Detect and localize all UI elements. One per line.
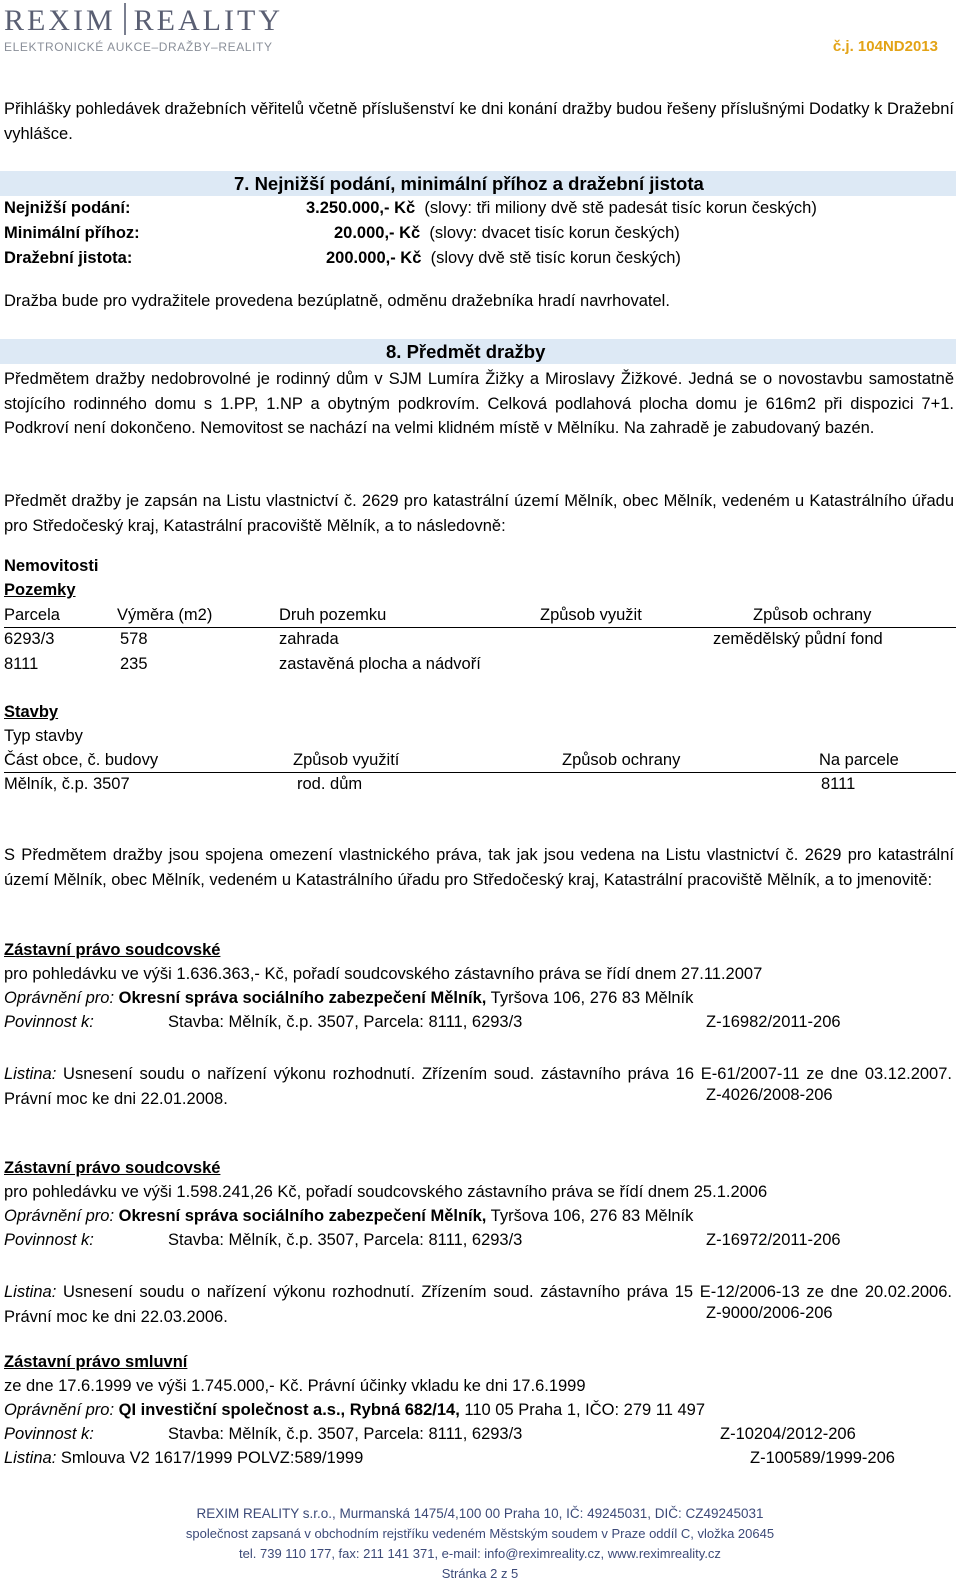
col-stavby-ochrany: Způsob ochrany [562,751,681,769]
amount-min-increment: 20.000,- Kč [334,224,421,242]
col-na-parcele: Na parcele [819,751,899,769]
pozemky-row1-parcela: 6293/3 [4,630,55,648]
lien2-pov-label: Povinnost k: [4,1231,94,1249]
pozemky-header-rule [4,627,956,628]
lien3-lis-label: Listina: [4,1449,57,1467]
logo-right-text: REALITY [133,4,283,37]
lien1-beneficiary [4,989,693,1009]
lien2-beneficiary [4,1207,693,1227]
logo-subtitle: ELEKTRONICKÉ AUKCE–DRAŽBY–REALITY [4,40,273,54]
label-auction-deposit: Dražební jistota: [4,249,133,267]
lien2-opr-addr: Tyršova 106, 276 83 Mělník [486,1207,694,1225]
col-stavby-vyuziti: Způsob využití [293,751,400,769]
logo-divider [124,3,126,35]
lien3-opr-label: Oprávnění pro: [4,1401,115,1419]
lien1-lis-ref: Z-4026/2008-206 [706,1086,833,1104]
nemovitosti-heading: Nemovitosti [4,557,99,575]
lien3-pov-value: Stavba: Mělník, č.p. 3507, Parcela: 8111, 6293/3 [168,1425,523,1443]
pozemky-heading: Pozemky [4,581,76,599]
pozemky-row2-druh: zastavěná plocha a nádvoří [279,655,481,673]
words-auction-deposit: (slovy dvě stě tisíc korun českých) [430,249,681,267]
lien1-opr-addr: Tyršova 106, 276 83 Mělník [486,989,694,1007]
pozemky-row1-ochrana: zemědělský půdní fond [713,630,883,648]
lien2-heading: Zástavní právo soudcovské [4,1159,221,1177]
footer-registry: společnost zapsaná v obchodním rejstříku vedeném Městským soudem v Praze oddíl C, vložka 20645 [185,1526,775,1541]
lien1-lis-label: Listina: [4,1065,57,1083]
pozemky-row2-parcela: 8111 [4,655,39,673]
col-cast-obce: Část obce, č. budovy [4,751,159,769]
footer-company: REXIM REALITY s.r.o., Murmanská 1475/4,100 00 Praha 10, IČ: 49245031, DIČ: CZ49245031 [196,1506,764,1521]
lien1-opr-label: Oprávnění pro: [4,989,115,1007]
lien3-heading: Zástavní právo smluvní [4,1353,188,1371]
lien3-lis-ref: Z-100589/1999-206 [750,1449,895,1467]
stavby-row1-cast: Mělník, č.p. 3507 [4,775,130,793]
lien2-claim: pro pohledávku ve výši 1.598.241,26 Kč, pořadí soudcovského zástavního práva se řídí dnem 25.1.2006 [4,1183,768,1201]
words-min-increment: (slovy: dvacet tisíc korun českých) [429,224,680,242]
lien3-pov-ref: Z-10204/2012-206 [720,1425,856,1443]
stavby-header-rule [4,772,956,773]
company-logo [4,3,283,39]
lien3-document [4,1449,363,1469]
lien1-pov-value: Stavba: Mělník, č.p. 3507, Parcela: 8111, 6293/3 [168,1013,523,1031]
lien3-pov-label: Povinnost k: [4,1425,94,1443]
lien3-claim: ze dne 17.6.1999 ve výši 1.745.000,- Kč. Právní účinky vkladu ke dni 17.6.1999 [4,1377,586,1395]
section8-title: 8. Předmět dražby [386,341,546,362]
pozemky-row1-druh: zahrada [279,630,339,648]
lien1-pov-ref: Z-16982/2011-206 [706,1013,841,1031]
stavby-row1-parcela: 8111 [821,775,856,793]
col-parcela: Parcela [4,606,60,624]
pozemky-row2-vymera: 235 [120,655,148,673]
page-number: Stránka 2 z 5 [441,1566,519,1581]
value-lowest-bid [306,199,817,219]
lien2-lis-text: Usnesení soudu o nařízení výkonu rozhodnutí. Zřízením soud. zástavního práva 15 E-12/2006-13 ze dne 20.02.2006. Právní moc ke dni 22.03.2006. [4,1283,952,1326]
stavby-heading: Stavby [4,703,59,721]
footer-contact: tel. 739 110 177, fax: 211 141 371, e-mail: info@reximreality.cz, www.reximreality.cz [239,1546,721,1561]
lien1-heading: Zástavní právo soudcovské [4,941,221,959]
pozemky-row1-vymera: 578 [120,630,148,648]
amount-lowest-bid: 3.250.000,- Kč [306,199,416,217]
lien2-lis-ref: Z-9000/2006-206 [706,1304,833,1322]
section8-paragraph-1: Předmětem dražby nedobrovolné je rodinný dům v SJM Lumíra Žižky a Miroslavy Žižkové. Jedná se o novostavbu samostatně stojícího rodinného domu s 1.PP, 1.NP a obytným podkrovím. Celková podlahová plocha domu je 616m2 při dispozici 7+1. Podkroví není dokončeno. Nemovitost se nachází na velmi klidném místě v Mělníku. Na zahradě je zabudovaný bazén. [4,370,954,437]
lien1-pov-label: Povinnost k: [4,1013,94,1031]
lien3-opr-addr: 110 05 Praha 1, IČO: 279 11 497 [459,1401,706,1419]
intro-paragraph: Přihlášky pohledávek dražebních věřitelů včetně příslušenství ke dni konání dražby budou řešeny příslušnými Dodatky k Dražební vyhlášce. [4,100,954,143]
label-lowest-bid: Nejnižší podání: [4,199,131,217]
page-footer [0,1504,960,1584]
words-lowest-bid: (slovy: tři miliony dvě stě padesát tisíc korun českých) [424,199,817,217]
encumbrance-intro: S Předmětem dražby jsou spojena omezení vlastnického práva, tak jak jsou vedena na Listu vlastnictví č. 2629 pro katastrální území Mělník, obec Mělník, vedeném u Katastrálního úřadu pro Středočeský kraj, Katastrální pracoviště Mělník, a to jmenovitě: [4,846,954,889]
section7-title: 7. Nejnižší podání, minimální příhoz a dražební jistota [234,173,704,194]
col-vymera: Výměra (m2) [117,606,213,624]
lien2-lis-label: Listina: [4,1283,57,1301]
amount-auction-deposit: 200.000,- Kč [326,249,422,267]
lien3-lis-text: Smlouva V2 1617/1999 POLVZ:589/1999 [56,1449,364,1467]
col-druh: Druh pozemku [279,606,387,624]
logo-left-text: REXIM [4,4,116,37]
col-zpusob-vyuziti: Způsob využit [540,606,642,624]
value-min-increment [334,224,680,244]
lien2-opr-label: Oprávnění pro: [4,1207,115,1225]
stavby-row1-vyuziti: rod. dům [297,775,363,793]
lien3-beneficiary [4,1401,705,1421]
document-number: č.j. 104ND2013 [832,38,938,55]
lien2-pov-value: Stavba: Mělník, č.p. 3507, Parcela: 8111, 6293/3 [168,1231,523,1249]
lien1-lis-text: Usnesení soudu o nařízení výkonu rozhodnutí. Zřízením soud. zástavního práva 16 E-61/2007-11 ze dne 03.12.2007. Právní moc ke dni 22.01.2008. [4,1065,952,1108]
section8-paragraph-2: Předmět dražby je zapsán na Listu vlastnictví č. 2629 pro katastrální území Mělník, obec Mělník, vedeném u Katastrálního úřadu pro Středočeský kraj, Katastrální pracoviště Mělník, a to následovně: [4,492,954,535]
lien1-opr-name: Okresní správa sociálního zabezpečení Mělník, [118,989,487,1007]
lien2-pov-ref: Z-16972/2011-206 [706,1231,841,1249]
value-auction-deposit [326,249,681,269]
lien3-opr-name: QI investiční společnost a.s., Rybná 682/14, [118,1401,460,1419]
section7-note: Dražba bude pro vydražitele provedena bezúplatně, odměnu dražebníka hradí navrhovatel. [4,292,670,310]
lien2-opr-name: Okresní správa sociálního zabezpečení Mělník, [118,1207,487,1225]
label-min-increment: Minimální příhoz: [4,224,140,242]
col-zpusob-ochrany: Způsob ochrany [753,606,872,624]
lien1-claim: pro pohledávku ve výši 1.636.363,- Kč, pořadí soudcovského zástavního práva se řídí dnem 27.11.2007 [4,965,763,983]
stavby-type-label: Typ stavby [4,727,83,745]
